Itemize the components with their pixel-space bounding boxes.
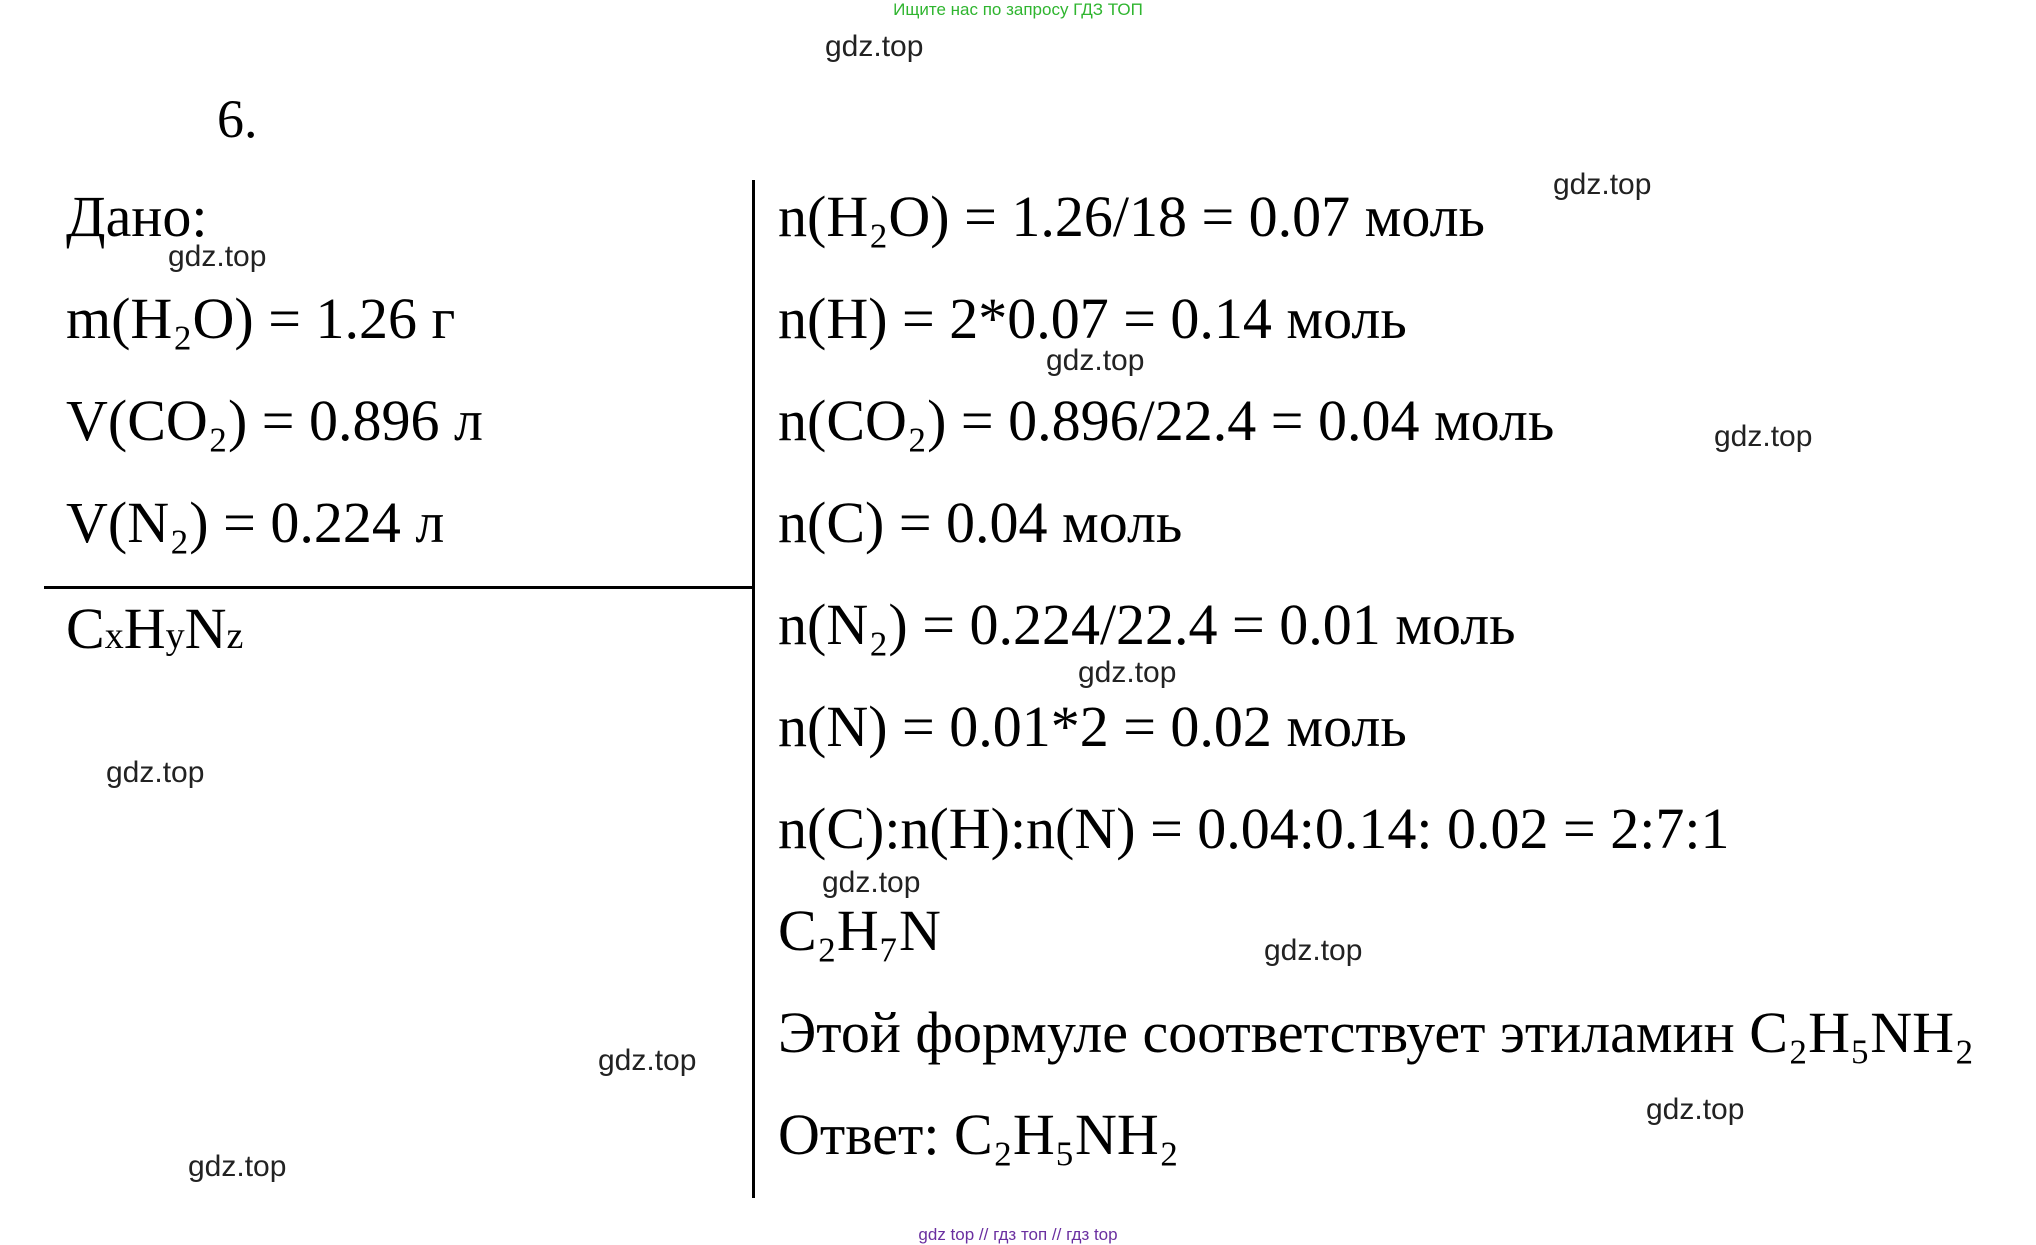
watermark: gdz.top	[822, 866, 921, 899]
conclusion-line: Этой формуле соответствует этиламин C₂H₅NH₂	[778, 1000, 1975, 1065]
problem-number: 6.	[217, 89, 258, 149]
given-line: m(H₂O) = 1.26 г	[66, 286, 456, 351]
solution-line: n(H) = 2*0.07 = 0.14 моль	[778, 286, 1407, 351]
answer-line: Ответ: C₂H₅NH₂	[778, 1102, 1179, 1167]
solution-line: n(CO₂) = 0.896/22.4 = 0.04 моль	[778, 388, 1555, 453]
solution-line: n(H₂O) = 1.26/18 = 0.07 моль	[778, 184, 1485, 249]
top-banner: Ищите нас по запросу ГДЗ ТОП	[893, 0, 1143, 19]
given-line: V(CO₂) = 0.896 л	[66, 388, 483, 453]
watermark: gdz.top	[598, 1044, 697, 1077]
ratio-line: n(C):n(H):n(N) = 0.04:0.14: 0.02 = 2:7:1	[778, 796, 1730, 861]
bottom-banner: gdz top // гдз топ // гдз top	[918, 1225, 1118, 1244]
solution-line: n(N₂) = 0.224/22.4 = 0.01 моль	[778, 592, 1516, 657]
vertical-divider	[752, 180, 755, 1198]
watermark: gdz.top	[188, 1150, 287, 1183]
watermark: gdz.top	[1553, 168, 1652, 201]
empirical-formula: C₂H₇N	[778, 898, 941, 963]
watermark: gdz.top	[106, 756, 205, 789]
given-line: V(N₂) = 0.224 л	[66, 490, 445, 555]
horizontal-divider	[44, 586, 754, 589]
watermark: gdz.top	[1264, 934, 1363, 967]
watermark: gdz.top	[825, 30, 924, 63]
watermark: gdz.top	[1714, 420, 1813, 453]
watermark: gdz.top	[168, 240, 267, 273]
solution-line: n(N) = 0.01*2 = 0.02 моль	[778, 694, 1407, 759]
watermark: gdz.top	[1046, 344, 1145, 377]
watermark: gdz.top	[1646, 1093, 1745, 1126]
given-heading: Дано:	[66, 184, 208, 249]
find-formula: CxHyNz	[66, 596, 244, 661]
solution-line: n(C) = 0.04 моль	[778, 490, 1183, 555]
watermark: gdz.top	[1078, 656, 1177, 689]
